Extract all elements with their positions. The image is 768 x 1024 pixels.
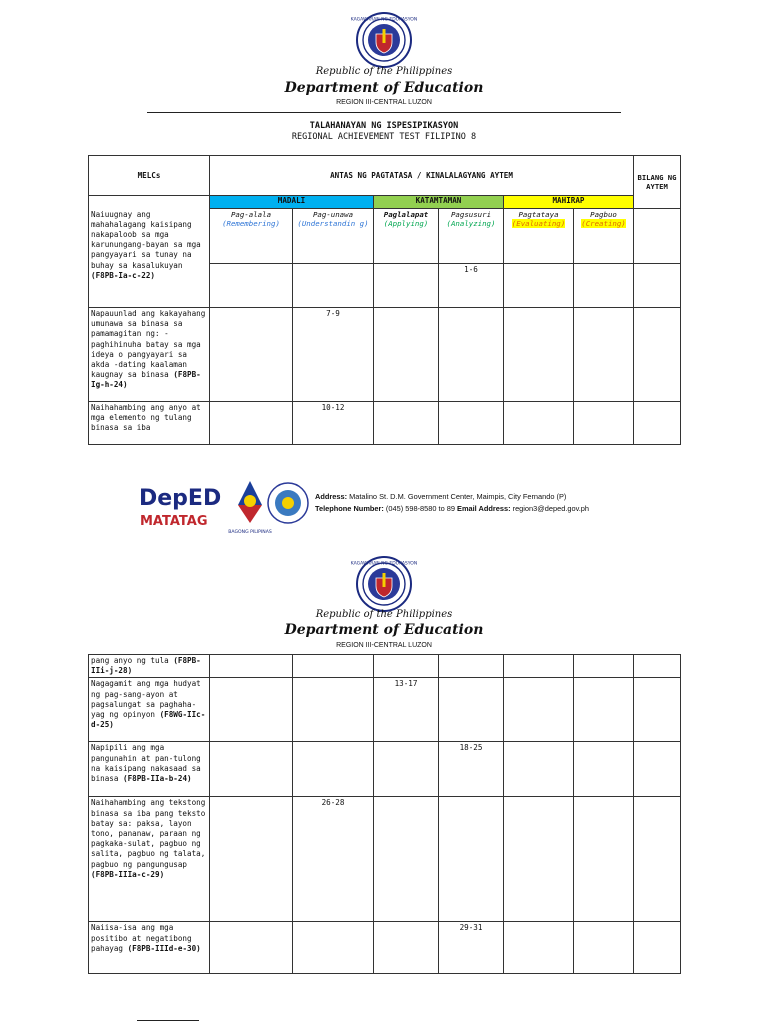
table-cell [293, 922, 374, 974]
table-cell [210, 655, 293, 678]
melc-code: (F8PB-IIIa-c-29) [91, 869, 165, 879]
category-analyzing: Pagsusuri (Analyzing) [439, 209, 504, 264]
svg-text:MATATAG: MATATAG [140, 514, 208, 529]
table-cell [293, 264, 374, 308]
table-cell [504, 742, 574, 797]
bilang-header: BILANG NG AYTEM [634, 156, 681, 209]
table-cell [574, 655, 634, 678]
table-cell: 1-6 [439, 264, 504, 308]
melcs-header: MELCs [89, 156, 210, 196]
header-divider [147, 112, 621, 113]
melc-code: (F8WG-IIc-d-25) [91, 710, 206, 730]
table-cell [374, 742, 439, 797]
category-remembering: Pag-alala (Remembering) [210, 209, 293, 264]
bilang-cell [634, 308, 681, 402]
table-cell [374, 655, 439, 678]
svg-text:KAGAWARAN NG EDUKASYON: KAGAWARAN NG EDUKASYON [350, 17, 418, 23]
bilang-cell [634, 402, 681, 445]
table-cell [210, 742, 293, 797]
table-cell [210, 922, 293, 974]
table-cell: 29-31 [439, 922, 504, 974]
table-cell [504, 308, 574, 402]
table-cell [210, 308, 293, 402]
address-line: Address: Matalino St. D.M. Government Center, Maimpis, City Fernando (P) [315, 492, 567, 501]
melc-cell [89, 402, 210, 445]
table-row [89, 308, 681, 402]
melc-text: Naihahambing ang tekstong binasa sa iba pang teksto batay sa: paksa, layon tono, pananaw, paraan ng pagkaka-sulat, pagbuo ng salita, pagbuo ng talata, pagbuo ng pangungusap [91, 798, 206, 869]
table-cell [293, 655, 374, 678]
category-creating: Pagbuo (Creating) [574, 209, 634, 264]
melc-code: (F8PB-Ig-h-24) [91, 370, 201, 390]
melc-code: (F8PB-IIi-j-28) [91, 656, 201, 676]
table-cell [374, 264, 439, 308]
table-cell [439, 655, 504, 678]
melc-code: (F8PB-IIId-e-30) [127, 943, 201, 953]
table-cell [374, 797, 439, 922]
table-cell [504, 402, 574, 445]
melc-cell [89, 308, 210, 402]
table-cell [439, 678, 504, 742]
region-text: REGION III-CENTRAL LUZON [336, 642, 432, 649]
melc-text: Naiisa-isa ang mga positibo at negatibong pahayag [91, 923, 192, 953]
table-cell [210, 678, 293, 742]
melc-text: Napipili ang mga pangunahin at pan-tulong na kaisipang nakasaad sa binasa [91, 743, 201, 784]
category-applying: Paglalapat (Applying) [374, 209, 439, 264]
table-cell [574, 678, 634, 742]
melc-cell [89, 655, 210, 678]
melcs-spacer [89, 196, 210, 209]
bilang-cell [634, 678, 681, 742]
bilang-cell [634, 209, 681, 264]
melc-cell [89, 797, 210, 922]
table-cell: 18-25 [439, 742, 504, 797]
table-cell: 26-28 [293, 797, 374, 922]
table-cell [210, 797, 293, 922]
table-cell [504, 655, 574, 678]
table-cell [439, 797, 504, 922]
deped-seal-logo [350, 12, 418, 72]
department-title: Department of Education [284, 622, 484, 638]
melc-code: (F8PB-IIa-b-24) [123, 774, 192, 784]
bilang-cell [634, 742, 681, 797]
table-cell [293, 678, 374, 742]
table-cell: 13-17 [374, 678, 439, 742]
bilang-cell [634, 797, 681, 922]
table-cell [210, 402, 293, 445]
table-row [89, 678, 681, 742]
svg-text:KAGAWARAN NG EDUKASYON: KAGAWARAN NG EDUKASYON [350, 561, 418, 567]
bilang-cell [634, 655, 681, 678]
table-row [89, 402, 681, 445]
melc-text: pang anyo ng tula [91, 656, 169, 665]
table-row [89, 655, 681, 678]
region-text: REGION III-CENTRAL LUZON [336, 99, 432, 106]
region-seal-logo [268, 483, 308, 523]
table-row [89, 922, 681, 974]
document-title: TALAHANAYAN NG ISPESIPIKASYON [309, 121, 459, 131]
table-cell: 10-12 [293, 402, 374, 445]
table-cell [210, 264, 293, 308]
table-row [89, 742, 681, 797]
republic-text: Republic of the Philippines [315, 609, 453, 620]
melc-text: Naiuugnay ang mahahalagang kaisipang nakapaloob sa mga karunungang-bayan sa mga pangyayari sa tunay na buhay sa kasalukuyan [91, 209, 201, 270]
svg-text:BAGONG PILIPINAS: BAGONG PILIPINAS [228, 530, 272, 535]
melc-cell [89, 209, 210, 308]
page-fragment-line [137, 1020, 199, 1021]
table-cell [504, 678, 574, 742]
table-cell [574, 402, 634, 445]
table-cell [504, 797, 574, 922]
footer-logos [137, 475, 307, 541]
department-title: Department of Education [284, 80, 484, 96]
table-cell [439, 308, 504, 402]
melc-cell [89, 742, 210, 797]
table-cell [439, 402, 504, 445]
deped-matatag-logo [139, 486, 221, 529]
melc-text: Nagagamit ang mga hudyat ng pag-sang-ayon at pagsalungat sa paghaha-yag ng opinyon [91, 679, 201, 720]
table-cell [574, 922, 634, 974]
table-row [89, 797, 681, 922]
table-cell [574, 742, 634, 797]
level-mahirap: MAHIRAP [504, 196, 634, 209]
category-evaluating: Pagtataya (Evaluating) [504, 209, 574, 264]
contact-line: Telephone Number: (045) 598-8580 to 89 Email Address: region3@deped.gov.ph [315, 504, 590, 513]
table-cell [504, 264, 574, 308]
melc-cell [89, 922, 210, 974]
table-cell [504, 922, 574, 974]
specification-table-page1 [88, 155, 681, 445]
melc-text: Napauunlad ang kakayahang umunawa sa binasa sa pamamagitan ng: - paghihinuha batay sa mga ideya o pangyayari sa akda -dating kaalaman kaugnay sa binasa [91, 309, 206, 380]
level-katamtaman: KATAMTAMAN [374, 196, 504, 209]
category-understanding: Pag-unawa (Understandin g) [293, 209, 374, 264]
bilang-cell [634, 264, 681, 308]
table-cell [374, 308, 439, 402]
antas-header: ANTAS NG PAGTATASA / KINALALAGYANG AYTEM [210, 156, 634, 196]
table-cell [293, 742, 374, 797]
table-cell: 7-9 [293, 308, 374, 402]
melc-text: Naihahambing ang anyo at mga elemento ng tulang binasa sa iba [91, 403, 201, 433]
level-madali: MADALI [210, 196, 374, 209]
table-cell [574, 797, 634, 922]
table-cell [374, 922, 439, 974]
table-cell [374, 402, 439, 445]
deped-seal-logo [350, 556, 418, 616]
svg-text:DepED: DepED [139, 486, 222, 511]
republic-text: Republic of the Philippines [315, 66, 453, 77]
melc-code: (F8PB-Ia-c-22) [91, 270, 156, 280]
specification-table-page2 [88, 654, 681, 974]
document-subtitle: REGIONAL ACHIEVEMENT TEST FILIPINO 8 [291, 132, 477, 142]
table-cell [574, 264, 634, 308]
bilang-cell [634, 922, 681, 974]
melc-cell [89, 678, 210, 742]
bagong-pilipinas-logo [228, 481, 272, 535]
table-cell [574, 308, 634, 402]
